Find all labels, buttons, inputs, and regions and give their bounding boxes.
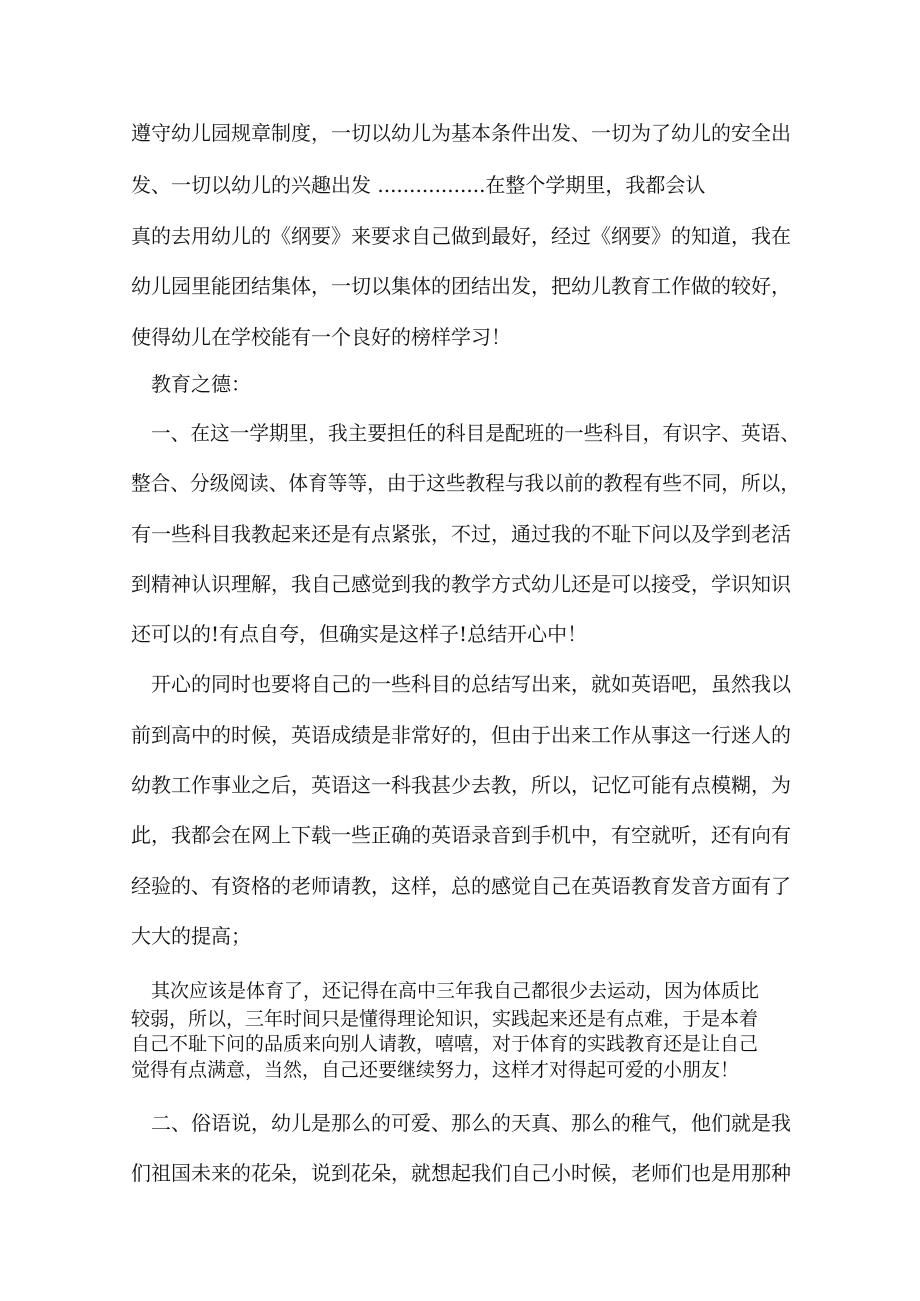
text-line: 遵守幼儿园规章制度，一切以幼儿为基本条件出发、一切为了幼儿的安全出 xyxy=(131,121,791,145)
text-line: 经验的、有资格的老师请教，这样，总的感觉自己在英语教育发音方面有了 xyxy=(131,874,791,898)
text-line: 此，我都会在网上下载一些正确的英语录音到手机中，有空就听，还有向有 xyxy=(131,823,791,847)
text-line: 觉得有点满意，当然，自己还要继续努力，这样才对得起可爱的小朋友！ xyxy=(131,1059,740,1081)
text-line: 二、俗语说，幼儿是那么的可爱、那么的天真、那么的稚气，他们就是我 xyxy=(151,1111,791,1135)
text-line: 们祖国未来的花朵，说到花朵，就想起我们自己小时候，老师们也是用那种 xyxy=(131,1161,791,1185)
text-line: 较弱，所以，三年时间只是懂得理论知识，实践起来还是有点难，于是本着 xyxy=(131,1008,759,1030)
text-line: 到精神认识理解，我自己感觉到我的教学方式幼儿还是可以接受，学识知识 xyxy=(131,572,791,596)
text-line: 幼教工作事业之后，英语这一科我甚少去教，所以，记忆可能有点模糊，为 xyxy=(131,773,791,797)
text-line: 自己不耻下问的品质来向别人请教，嘻嘻，对于体育的实践教育还是让自己 xyxy=(131,1033,759,1055)
text-line: 前到高中的时候，英语成绩是非常好的，但由于出来工作从事这一行迷人的 xyxy=(131,723,791,747)
text-line: 大大的提高； xyxy=(131,924,251,948)
text-line: 有一些科目我教起来还是有点紧张，不过，通过我的不耻下问以及学到老活 xyxy=(131,522,791,546)
text-line: 发、一切以幼儿的兴趣出发 .................在整个学期里，我都会认 xyxy=(131,173,706,197)
text-line: 一、在这一学期里，我主要担任的科目是配班的一些科目，有识字、英语、 xyxy=(151,421,800,445)
text-line: 整合、分级阅读、体育等等，由于这些教程与我以前的教程有些不同，所以， xyxy=(131,471,800,495)
text-line: 幼儿园里能团结集体，一切以集体的团结出发，把幼儿教育工作做的较好， xyxy=(131,274,791,298)
text-line: 真的去用幼儿的《纲要》来要求自己做到最好，经过《纲要》的知道，我在 xyxy=(131,224,791,248)
text-line: 还可以的!有点自夸，但确实是这样子!总结开心中！ xyxy=(131,622,588,646)
text-line: 其次应该是体育了，还记得在高中三年我自己都很少去运动，因为体质比 xyxy=(151,980,760,1002)
text-line: 开心的同时也要将自己的一些科目的总结写出来，就如英语吧，虽然我以 xyxy=(151,672,791,696)
section-heading: 教育之德： xyxy=(151,372,251,396)
text-line: 使得幼儿在学校能有一个良好的榜样学习！ xyxy=(131,325,511,349)
